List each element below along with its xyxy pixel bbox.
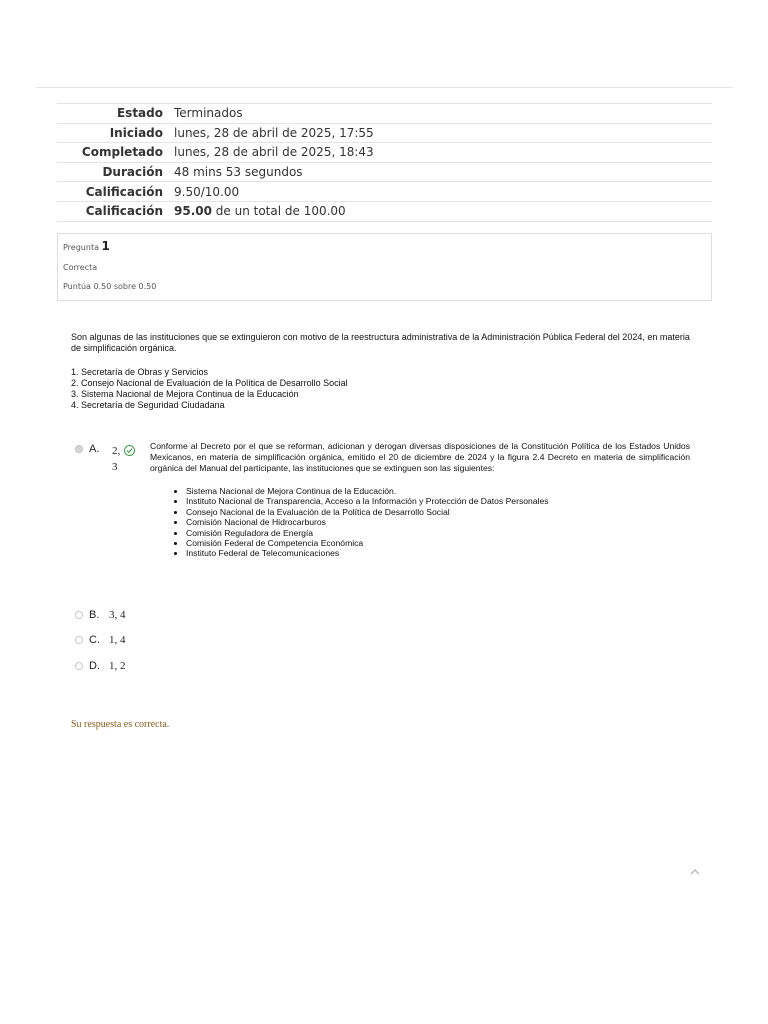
option-letter: B. bbox=[89, 609, 100, 621]
radio-button[interactable] bbox=[75, 636, 83, 644]
feedback-item: • Comisión Reguladora de Energía bbox=[186, 528, 690, 538]
option-a-answer bbox=[112, 443, 124, 475]
feedback-list bbox=[150, 486, 690, 559]
question-number-value: 1 bbox=[101, 239, 110, 253]
summary-row-completed bbox=[57, 143, 712, 163]
option-letter: C. bbox=[89, 634, 100, 646]
summary-row-state bbox=[57, 104, 712, 124]
question-item: 3. Sistema Nacional de Mejora Continua de la Educación bbox=[71, 389, 299, 399]
feedback-item: • Instituto Nacional de Transparencia, Acceso a la Información y Protección de Datos Personales bbox=[186, 496, 690, 506]
question-state: Correcta bbox=[63, 263, 98, 272]
feedback-text: Conforme al Decreto por el que se reforman, adicionan y derogan diversas disposiciones de la Constitución Política de los Estados Unidos Mexicanos, en materia de simplificación orgánica, emitido el 20 de diciembre de 2024 y la figura 2.4 Decreto en materia de simplificación orgánica del Manual del participante, las instituciones que se extinguen son las siguientes: bbox=[150, 441, 690, 473]
option-a[interactable] bbox=[75, 443, 109, 455]
chevron-up-icon[interactable] bbox=[690, 862, 700, 872]
option-letter: D. bbox=[89, 660, 100, 672]
option-b[interactable] bbox=[75, 609, 126, 621]
summary-row-duration bbox=[57, 162, 712, 182]
summary-value: lunes, 28 de abril de 2025, 17:55 bbox=[174, 123, 712, 143]
feedback-item: • Comisión Federal de Competencia Económica bbox=[186, 538, 690, 548]
option-answer: 3, 4 bbox=[109, 609, 126, 621]
summary-label: Calificación bbox=[57, 201, 174, 221]
question-text bbox=[71, 332, 695, 411]
option-a-answer-line2: 3 bbox=[112, 461, 118, 473]
summary-row-grade bbox=[57, 182, 712, 202]
radio-button[interactable] bbox=[75, 445, 83, 453]
check-circle-icon bbox=[124, 445, 135, 456]
question-info-box bbox=[57, 233, 712, 301]
option-answer: 1, 4 bbox=[109, 634, 126, 646]
summary-value: 9.50/10.00 bbox=[174, 182, 712, 202]
option-a-feedback bbox=[150, 441, 690, 559]
result-feedback: Su respuesta es correcta. bbox=[71, 719, 170, 730]
question-statement: Son algunas de las instituciones que se extinguieron con motivo de la reestructura administrativa de la Administración Pública Federal del 2024, en materia de simplificación orgánica. bbox=[71, 332, 690, 353]
summary-label: Iniciado bbox=[57, 123, 174, 143]
feedback-item: • Sistema Nacional de Mejora Continua de la Educación. bbox=[186, 486, 690, 496]
option-answer: 1, 2 bbox=[109, 660, 126, 672]
question-grade: Puntúa 0.50 sobre 0.50 bbox=[63, 282, 157, 291]
question-prefix: Pregunta bbox=[63, 243, 99, 252]
summary-value: lunes, 28 de abril de 2025, 18:43 bbox=[174, 143, 712, 163]
summary-value-rest: de un total de 100.00 bbox=[211, 204, 346, 219]
option-d[interactable] bbox=[75, 660, 126, 672]
radio-button[interactable] bbox=[75, 662, 83, 670]
radio-button[interactable] bbox=[75, 611, 83, 619]
option-a-answer-line1: 2, bbox=[112, 445, 121, 457]
summary-row-grade-total bbox=[57, 201, 712, 221]
summary-row-started bbox=[57, 123, 712, 143]
feedback-item: • Instituto Federal de Telecomunicaciones bbox=[186, 548, 690, 558]
summary-value-bold: 95.00 bbox=[174, 204, 212, 219]
summary-value: Terminados bbox=[174, 104, 712, 124]
summary-label: Calificación bbox=[57, 182, 174, 202]
feedback-item: • Comisión Nacional de Hidrocarburos bbox=[186, 517, 690, 527]
summary-value bbox=[174, 201, 712, 221]
top-divider bbox=[36, 87, 733, 88]
attempt-summary-table bbox=[57, 103, 712, 222]
summary-label: Duración bbox=[57, 162, 174, 182]
question-items bbox=[71, 367, 695, 411]
summary-value: 48 mins 53 segundos bbox=[174, 162, 712, 182]
question-item: 1. Secretaría de Obras y Servicios bbox=[71, 367, 209, 377]
option-letter: A. bbox=[89, 443, 100, 455]
option-c[interactable] bbox=[75, 634, 126, 646]
question-number bbox=[63, 239, 110, 253]
feedback-item: • Consejo Nacional de la Evaluación de la Política de Desarrollo Social bbox=[186, 507, 690, 517]
question-item: 2. Consejo Nacional de Evaluación de la Política de Desarrollo Social bbox=[71, 378, 348, 388]
summary-label: Completado bbox=[57, 143, 174, 163]
summary-label: Estado bbox=[57, 104, 174, 124]
question-item: 4. Secretaría de Seguridad Ciudadana bbox=[71, 400, 225, 410]
